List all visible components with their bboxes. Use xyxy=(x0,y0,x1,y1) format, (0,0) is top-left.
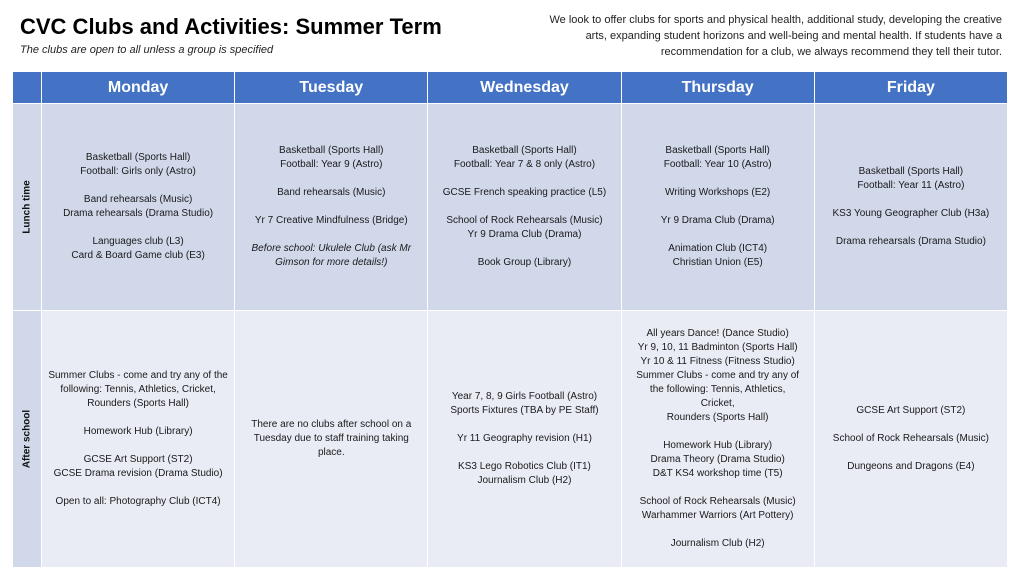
day-wednesday: Wednesday xyxy=(428,72,621,104)
activity-line: Before school: Ukulele Club (ask Mr xyxy=(251,243,412,254)
group-spacer xyxy=(235,172,427,186)
cell-after-friday xyxy=(814,311,1007,568)
activity-line: Basketball (Sports Hall) xyxy=(85,152,191,163)
cell-lunch-wednesday xyxy=(428,104,621,311)
activity-line: Football: Year 7 & 8 only (Astro) xyxy=(453,159,596,170)
activity-line: Homework Hub (Library) xyxy=(663,440,773,451)
cell-lunch-friday xyxy=(814,104,1007,311)
row-label-lunch xyxy=(13,104,42,311)
activity-line: Open to all: Photography Club (ICT4) xyxy=(55,496,221,507)
group-spacer xyxy=(42,221,234,235)
activity-line: Basketball (Sports Hall) xyxy=(665,145,770,156)
activity-line: Book Group (Library) xyxy=(477,257,572,268)
activity-line: D&T KS4 workshop time (T5) xyxy=(652,468,783,479)
activity-line: GCSE Art Support (ST2) xyxy=(856,405,966,416)
group-spacer xyxy=(622,200,814,214)
group-spacer xyxy=(428,242,620,256)
day-thursday: Thursday xyxy=(621,72,814,104)
activity-line: Sports Fixtures (TBA by PE Staff) xyxy=(450,405,599,416)
cell-after-tuesday xyxy=(235,311,428,568)
activity-line: Year 7, 8, 9 Girls Football (Astro) xyxy=(451,391,598,402)
activity-line: Journalism Club (H2) xyxy=(477,475,572,486)
activity-line: GCSE Art Support (ST2) xyxy=(83,454,193,465)
intro-text: We look to offer clubs for sports and physical health, additional study, developing the creative arts, expanding student horizons and well-being and mental health. If students have a recommendation for a club, we always recommend they tell their tutor. xyxy=(549,14,1002,58)
group-spacer xyxy=(815,193,1007,207)
activity-line: Football: Year 9 (Astro) xyxy=(280,159,383,170)
group-spacer xyxy=(428,172,620,186)
group-spacer xyxy=(815,418,1007,432)
group-spacer xyxy=(622,523,814,537)
activity-line: GCSE French speaking practice (L5) xyxy=(442,187,607,198)
activity-line: GCSE Drama revision (Drama Studio) xyxy=(53,468,223,479)
activity-line: Journalism Club (H2) xyxy=(670,538,765,549)
group-spacer xyxy=(42,439,234,453)
activity-line: Basketball (Sports Hall) xyxy=(472,145,577,156)
activity-line: KS3 Young Geographer Club (H3a) xyxy=(832,208,990,219)
cell-after-wednesday xyxy=(428,311,621,568)
lunch-time-row xyxy=(13,104,1008,311)
activity-line: Tuesday due to staff training taking xyxy=(253,433,409,444)
row-label-after-school xyxy=(13,311,42,568)
group-spacer xyxy=(622,172,814,186)
cell-after-monday xyxy=(42,311,235,568)
group-spacer xyxy=(235,228,427,242)
activity-line: Football: Year 10 (Astro) xyxy=(663,159,772,170)
activity-line: School of Rock Rehearsals (Music) xyxy=(832,433,989,444)
activity-line: Writing Workshops (E2) xyxy=(665,187,771,198)
activity-line: Animation Club (ICT4) xyxy=(668,243,768,254)
group-spacer xyxy=(42,481,234,495)
group-spacer xyxy=(622,481,814,495)
day-monday: Monday xyxy=(42,72,235,104)
activity-line: Drama Theory (Drama Studio) xyxy=(650,454,785,465)
activity-line: Warhammer Warriors (Art Pottery) xyxy=(641,510,794,521)
activity-line: Drama rehearsals (Drama Studio) xyxy=(63,208,214,219)
activity-line: Yr 9 Drama Club (Drama) xyxy=(660,215,775,226)
activity-line: Homework Hub (Library) xyxy=(83,426,193,437)
page-title: CVC Clubs and Activities: Summer Term xyxy=(20,14,442,39)
activity-line: Languages club (L3) xyxy=(92,236,184,247)
header-corner xyxy=(13,72,42,104)
activity-line: Drama rehearsals (Drama Studio) xyxy=(835,236,986,247)
group-spacer xyxy=(235,200,427,214)
activity-line: Summer Clubs - come and try any of the xyxy=(48,370,228,381)
cell-after-thursday xyxy=(621,311,814,568)
activity-line: Yr 7 Creative Mindfulness (Bridge) xyxy=(254,215,408,226)
activity-line: Gimson for more details!) xyxy=(275,257,388,268)
activity-line: Football: Girls only (Astro) xyxy=(80,166,196,177)
day-tuesday: Tuesday xyxy=(235,72,428,104)
cell-lunch-thursday xyxy=(621,104,814,311)
group-spacer xyxy=(815,446,1007,460)
activity-line: Band rehearsals (Music) xyxy=(83,194,193,205)
activity-line: School of Rock Rehearsals (Music) xyxy=(446,215,603,226)
activity-line: the following: Tennis, Athletics, xyxy=(649,384,786,395)
activity-line: KS3 Lego Robotics Club (IT1) xyxy=(458,461,591,472)
activity-line: Football: Year 11 (Astro) xyxy=(857,180,965,191)
group-spacer xyxy=(622,228,814,242)
activity-line: Christian Union (E5) xyxy=(672,257,763,268)
activity-line: following: Tennis, Athletics, Cricket, xyxy=(60,384,216,395)
activity-line: place. xyxy=(317,447,345,458)
group-spacer xyxy=(42,411,234,425)
activity-line: Dungeons and Dragons (E4) xyxy=(847,461,975,472)
activity-line: Yr 11 Geography revision (H1) xyxy=(457,433,592,444)
group-spacer xyxy=(428,418,620,432)
activity-line: Rounders (Sports Hall) xyxy=(87,398,189,409)
activity-line: School of Rock Rehearsals (Music) xyxy=(639,496,796,507)
activity-line: Yr 9 Drama Club (Drama) xyxy=(467,229,582,240)
activity-line: Summer Clubs - come and try any of xyxy=(636,370,800,381)
group-spacer xyxy=(42,179,234,193)
cell-lunch-monday xyxy=(42,104,235,311)
activity-line: Yr 9, 10, 11 Badminton (Sports Hall) xyxy=(637,342,798,353)
after-school-row xyxy=(13,311,1008,568)
day-friday: Friday xyxy=(814,72,1007,104)
day-header-row xyxy=(13,72,1008,104)
cell-lunch-tuesday xyxy=(235,104,428,311)
activity-line: Band rehearsals (Music) xyxy=(277,187,386,198)
activity-line: Yr 10 & 11 Fitness (Fitness Studio) xyxy=(640,356,795,367)
group-spacer xyxy=(428,446,620,460)
row-label-lunch-text: Lunch time xyxy=(21,180,33,234)
row-label-after-school-text: After school xyxy=(21,409,33,469)
activity-line: Rounders (Sports Hall) xyxy=(666,412,769,423)
activity-line: All years Dance! (Dance Studio) xyxy=(646,328,789,339)
group-spacer xyxy=(622,425,814,439)
page-subtitle: The clubs are open to all unless a group is specified xyxy=(20,44,274,56)
group-spacer xyxy=(428,200,620,214)
activity-line: There are no clubs after school on a xyxy=(251,419,412,430)
group-spacer xyxy=(815,221,1007,235)
clubs-timetable xyxy=(12,71,1008,568)
activity-line: Basketball (Sports Hall) xyxy=(858,166,964,177)
activity-line: Cricket, xyxy=(700,398,735,409)
activity-line: Basketball (Sports Hall) xyxy=(279,145,384,156)
activity-line: Card & Board Game club (E3) xyxy=(71,250,205,261)
